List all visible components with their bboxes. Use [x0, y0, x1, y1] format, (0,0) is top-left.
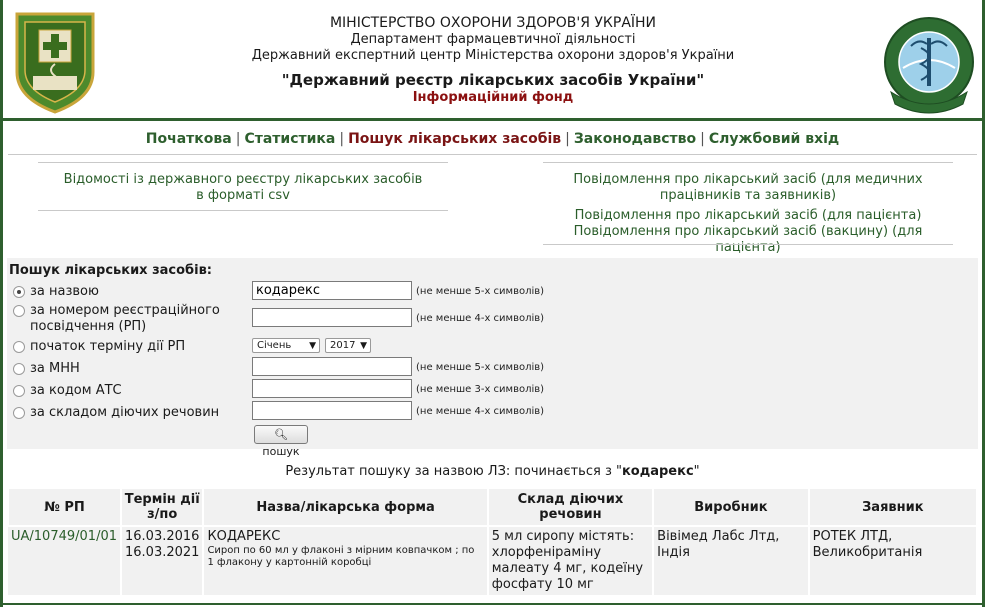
search-by-inn-label: за МНН: [30, 361, 80, 376]
composition-input[interactable]: [252, 401, 412, 420]
col-name-form[interactable]: Назва/лікарська форма: [203, 488, 487, 526]
report-professionals-line2: працівників та заявників): [659, 188, 837, 203]
drug-name: КОДАРЕКС: [207, 529, 281, 544]
atc-input[interactable]: [252, 379, 412, 398]
main-navigation: [3, 131, 982, 147]
atc-hint: (не менше 3-х символів): [416, 384, 545, 395]
divider: [38, 162, 448, 163]
inn-input[interactable]: [252, 357, 412, 376]
name-input[interactable]: кодарекс: [252, 281, 412, 300]
search-by-name-label: за назвою: [30, 284, 99, 299]
nav-drug-search[interactable]: Пошук лікарських засобів: [348, 131, 562, 147]
search-by-name-option[interactable]: [13, 284, 99, 299]
month-select-value: Січень: [257, 340, 292, 351]
search-by-reg-number-label: [30, 303, 220, 335]
nav-separator: |: [700, 131, 705, 147]
chevron-down-icon: ▼: [309, 341, 316, 351]
nav-separator: |: [339, 131, 345, 147]
result-prefix: Результат пошуку за назвою ЛЗ: починається з ": [285, 464, 622, 479]
search-by-atc-label: за кодом АТС: [30, 383, 122, 398]
col-composition[interactable]: Склад діючих речовин: [488, 488, 653, 526]
search-by-inn-option[interactable]: [13, 361, 80, 376]
date-to: 16.03.2021: [125, 545, 200, 560]
divider: [543, 244, 953, 245]
radio-by-atc[interactable]: [13, 385, 25, 397]
footer-line: [3, 603, 982, 605]
date-from: 16.03.2016: [125, 529, 200, 544]
search-by-composition-option[interactable]: [13, 405, 219, 420]
page-title: "Державний реєстр лікарських засобів України": [281, 71, 705, 89]
cell-name-form: [203, 526, 487, 596]
search-title: Пошук лікарських засобів:: [9, 263, 213, 278]
header-center: Державний експертний центр Міністерства охорони здоров'я України: [251, 48, 735, 63]
nav-service-login[interactable]: Службовий вхід: [708, 131, 840, 147]
composition-hint: (не менше 4-х символів): [416, 406, 545, 417]
radio-by-inn[interactable]: [13, 363, 25, 375]
reg-number-hint: (не менше 4-х символів): [416, 313, 545, 324]
result-suffix: ": [693, 464, 700, 479]
col-manufacturer[interactable]: Виробник: [653, 488, 808, 526]
name-hint: (не менше 5-х символів): [416, 286, 545, 297]
nav-statistics[interactable]: Статистика: [244, 131, 336, 147]
search-by-atc-option[interactable]: [13, 383, 122, 398]
cell-applicant: РОТЕК ЛТД, Великобританія: [809, 526, 977, 596]
ministry-emblem-icon: [11, 10, 99, 114]
result-summary: [3, 464, 982, 479]
cell-manufacturer: Вівімед Лабс Лтд, Індія: [653, 526, 808, 596]
nav-legislation[interactable]: Законодавство: [573, 131, 697, 147]
search-icon: 🔍︎: [274, 428, 288, 441]
drug-form: Сироп по 60 мл у флаконі з мірним ковпачком ; по 1 флакону у картонній коробці: [207, 545, 475, 568]
csv-link[interactable]: [38, 172, 448, 204]
year-select[interactable]: [325, 338, 371, 353]
report-vaccine-patient-link[interactable]: Повідомлення про лікарський засіб (вакцину) (для пацієнта): [573, 224, 923, 255]
cell-composition: 5 мл сиропу містять: хлорфеніраміну малеату 4 мг, кодеїну фосфату 10 мг: [488, 526, 653, 596]
nav-separator: |: [565, 131, 570, 147]
csv-link-line2: в форматі csv: [196, 188, 290, 203]
results-table: [7, 487, 978, 597]
table-header-row: [8, 488, 977, 526]
search-by-composition-label: за складом діючих речовин: [30, 405, 220, 420]
result-query: кодарекс: [621, 464, 694, 479]
reg-number-input[interactable]: [252, 308, 412, 327]
report-professionals-link[interactable]: [543, 172, 953, 204]
inn-hint: (не менше 5-х символів): [416, 362, 545, 373]
divider: [38, 210, 448, 211]
radio-by-name[interactable]: [13, 286, 25, 298]
cell-reg-number: [8, 526, 121, 596]
cell-validity: [121, 526, 203, 596]
divider: [543, 162, 953, 163]
search-by-start-date-option[interactable]: [13, 339, 185, 354]
search-by-reg-number-label-2: посвідчення (РП): [30, 319, 147, 334]
reg-number-link[interactable]: UA/10749/01/01: [11, 529, 117, 544]
radio-by-reg-number[interactable]: [13, 305, 25, 317]
search-by-reg-number-option[interactable]: [13, 303, 220, 335]
header-department: Департамент фармацевтичної діяльності: [350, 32, 636, 47]
nav-separator: |: [235, 131, 241, 147]
page-header: [3, 0, 982, 121]
search-button[interactable]: [254, 425, 308, 458]
page-subtitle: Інформаційний фонд: [412, 90, 574, 105]
table-row: [8, 526, 977, 596]
report-patient-link[interactable]: Повідомлення про лікарський засіб (для пацієнта): [574, 208, 922, 223]
search-by-start-date-label: початок терміну дії РП: [30, 339, 186, 354]
chevron-down-icon: ▼: [360, 341, 367, 351]
header-ministry: МІНІСТЕРСТВО ОХОРОНИ ЗДОРОВ'Я УКРАЇНИ: [329, 15, 657, 31]
search-by-reg-number-label-1: за номером реєстраційного: [30, 303, 220, 318]
report-professionals-line1: Повідомлення про лікарський засіб (для медичних: [573, 172, 923, 187]
expert-center-logo-icon: [881, 12, 977, 118]
radio-by-composition[interactable]: [13, 407, 25, 419]
year-select-value: 2017: [330, 340, 356, 351]
col-validity[interactable]: Термін дії з/по: [121, 488, 203, 526]
col-applicant[interactable]: Заявник: [809, 488, 977, 526]
nav-home[interactable]: Початкова: [145, 131, 232, 147]
nav-divider: [8, 154, 977, 155]
radio-by-start-date[interactable]: [13, 341, 25, 353]
col-reg-number[interactable]: № РП: [8, 488, 121, 526]
month-select[interactable]: [252, 338, 320, 353]
search-button-label: пошук: [262, 445, 300, 458]
csv-link-line1: Відомості із державного реєстру лікарських засобів: [63, 172, 423, 187]
